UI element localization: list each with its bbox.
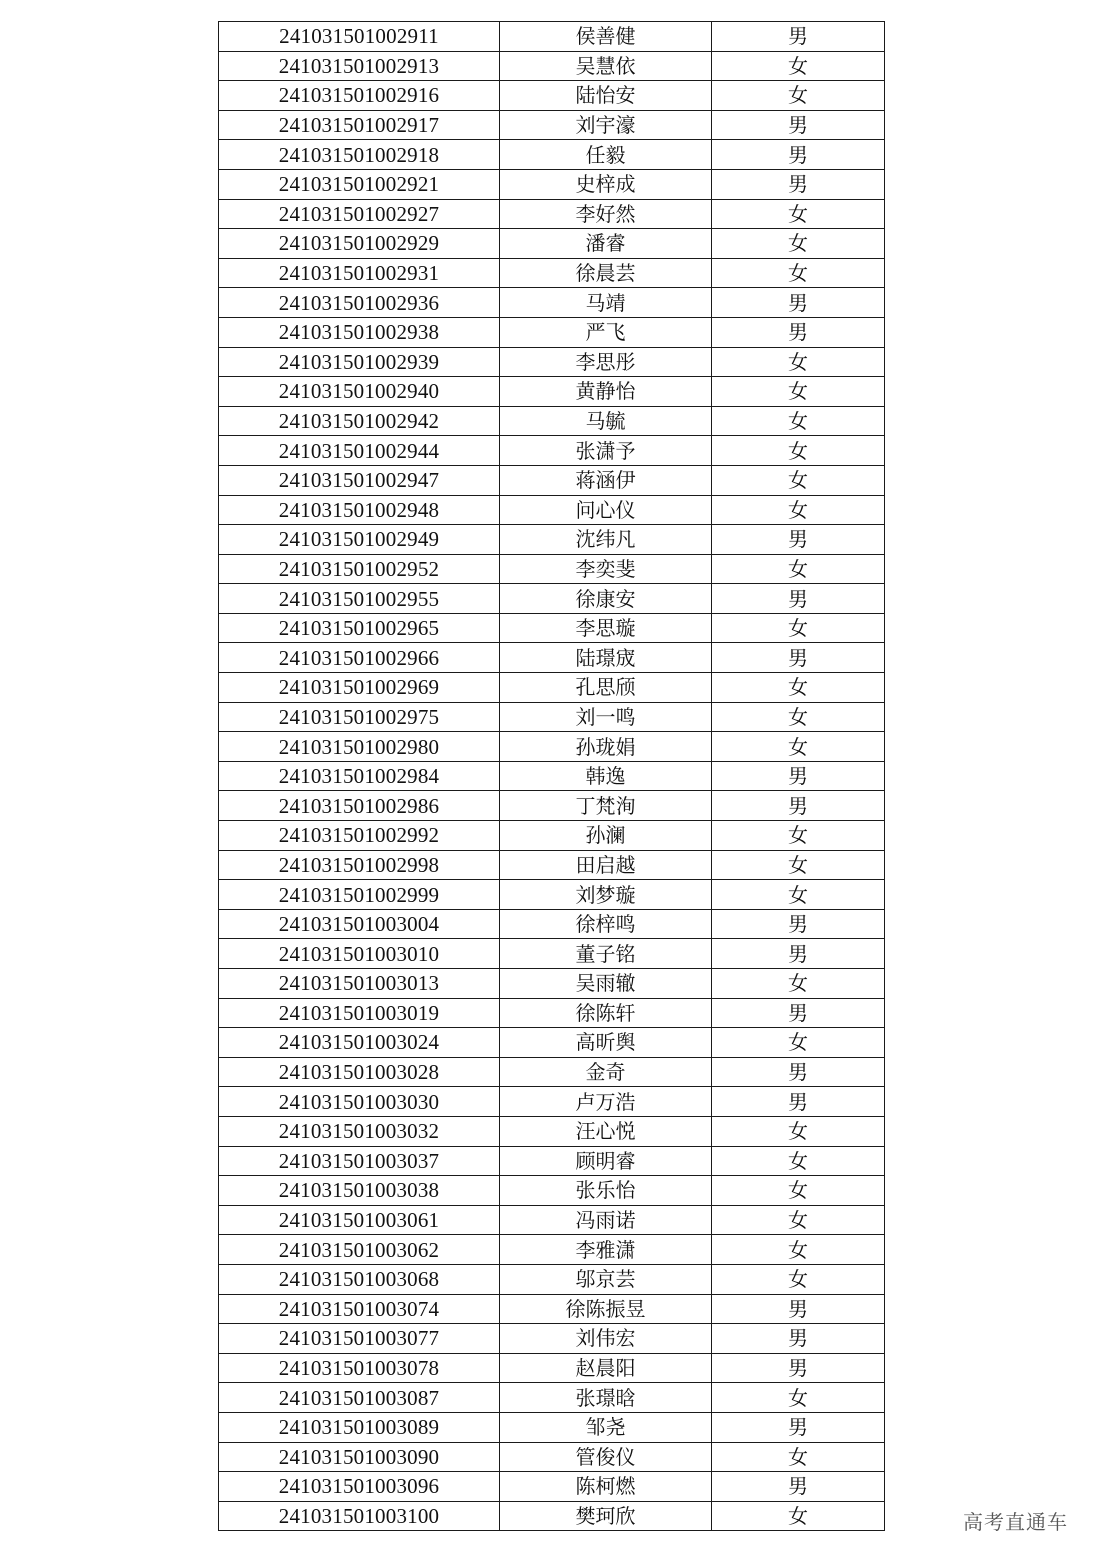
student-gender-cell: 女 [712, 199, 885, 229]
student-name-cell: 问心仪 [500, 495, 712, 525]
student-name-cell: 徐康安 [500, 584, 712, 614]
table-row [219, 702, 885, 732]
student-name-cell: 陆怡安 [500, 81, 712, 111]
table-row [219, 673, 885, 703]
student-name-cell: 蒋涵伊 [500, 465, 712, 495]
student-id-cell: 241031501003100 [219, 1501, 500, 1531]
student-name-cell: 陈柯燃 [500, 1472, 712, 1502]
student-name-cell: 潘睿 [500, 229, 712, 259]
table-row [219, 110, 885, 140]
student-id-cell: 241031501003030 [219, 1087, 500, 1117]
table-row [219, 140, 885, 170]
student-name-cell: 沈纬凡 [500, 525, 712, 555]
student-gender-cell: 男 [712, 110, 885, 140]
student-name-cell: 李奕斐 [500, 554, 712, 584]
table-row [219, 939, 885, 969]
table-row [219, 554, 885, 584]
student-id-cell: 241031501002986 [219, 791, 500, 821]
student-name-cell: 赵晨阳 [500, 1353, 712, 1383]
student-id-cell: 241031501003010 [219, 939, 500, 969]
student-name-cell: 李好然 [500, 199, 712, 229]
table-row [219, 1116, 885, 1146]
student-name-cell: 韩逸 [500, 761, 712, 791]
student-id-cell: 241031501002936 [219, 288, 500, 318]
student-id-cell: 241031501002916 [219, 81, 500, 111]
table-row [219, 791, 885, 821]
student-name-cell: 马靖 [500, 288, 712, 318]
table-row [219, 1501, 885, 1531]
student-name-cell: 顾明睿 [500, 1146, 712, 1176]
student-name-cell: 樊珂欣 [500, 1501, 712, 1531]
student-gender-cell: 男 [712, 1087, 885, 1117]
student-id-cell: 241031501002984 [219, 761, 500, 791]
table-row [219, 1264, 885, 1294]
student-gender-cell: 女 [712, 613, 885, 643]
student-name-cell: 邬京芸 [500, 1264, 712, 1294]
student-id-cell: 241031501002944 [219, 436, 500, 466]
student-name-cell: 史梓成 [500, 169, 712, 199]
student-gender-cell: 男 [712, 169, 885, 199]
table-row [219, 22, 885, 52]
student-id-cell: 241031501002947 [219, 465, 500, 495]
student-gender-cell: 男 [712, 1057, 885, 1087]
student-id-cell: 241031501002911 [219, 22, 500, 52]
student-name-cell: 张潇予 [500, 436, 712, 466]
student-id-cell: 241031501002975 [219, 702, 500, 732]
student-gender-cell: 女 [712, 406, 885, 436]
student-id-cell: 241031501002940 [219, 377, 500, 407]
student-gender-cell: 男 [712, 1324, 885, 1354]
student-name-cell: 邹尧 [500, 1412, 712, 1442]
student-name-cell: 刘伟宏 [500, 1324, 712, 1354]
student-id-cell: 241031501003078 [219, 1353, 500, 1383]
student-gender-cell: 女 [712, 850, 885, 880]
table-row [219, 1324, 885, 1354]
table-row [219, 1353, 885, 1383]
student-gender-cell: 女 [712, 732, 885, 762]
student-id-cell: 241031501002931 [219, 258, 500, 288]
student-id-cell: 241031501002949 [219, 525, 500, 555]
student-gender-cell: 女 [712, 258, 885, 288]
student-id-cell: 241031501002966 [219, 643, 500, 673]
student-gender-cell: 女 [712, 1235, 885, 1265]
table-row [219, 643, 885, 673]
student-gender-cell: 男 [712, 998, 885, 1028]
student-name-cell: 吴雨辙 [500, 969, 712, 999]
student-gender-cell: 男 [712, 140, 885, 170]
student-name-cell: 李思璇 [500, 613, 712, 643]
student-gender-cell: 男 [712, 288, 885, 318]
student-name-cell: 李思彤 [500, 347, 712, 377]
student-id-cell: 241031501002921 [219, 169, 500, 199]
student-id-cell: 241031501003032 [219, 1116, 500, 1146]
student-name-cell: 黄静怡 [500, 377, 712, 407]
student-name-cell: 高昕舆 [500, 1028, 712, 1058]
student-gender-cell: 女 [712, 969, 885, 999]
table-row [219, 81, 885, 111]
student-name-cell: 管俊仪 [500, 1442, 712, 1472]
student-name-cell: 徐晨芸 [500, 258, 712, 288]
table-row [219, 880, 885, 910]
student-id-cell: 241031501003038 [219, 1176, 500, 1206]
student-gender-cell: 女 [712, 1028, 885, 1058]
student-gender-cell: 女 [712, 1146, 885, 1176]
table-row [219, 998, 885, 1028]
student-name-cell: 任毅 [500, 140, 712, 170]
student-id-cell: 241031501003077 [219, 1324, 500, 1354]
student-name-cell: 孙澜 [500, 821, 712, 851]
student-id-cell: 241031501003028 [219, 1057, 500, 1087]
student-gender-cell: 女 [712, 347, 885, 377]
table-row [219, 1176, 885, 1206]
table-row [219, 199, 885, 229]
student-name-cell: 刘一鸣 [500, 702, 712, 732]
student-gender-cell: 男 [712, 1353, 885, 1383]
student-id-cell: 241031501002955 [219, 584, 500, 614]
table-row [219, 436, 885, 466]
table-row [219, 1442, 885, 1472]
student-name-cell: 徐陈轩 [500, 998, 712, 1028]
student-id-cell: 241031501003087 [219, 1383, 500, 1413]
student-id-cell: 241031501002999 [219, 880, 500, 910]
student-id-cell: 241031501002992 [219, 821, 500, 851]
student-gender-cell: 女 [712, 51, 885, 81]
student-name-cell: 冯雨诺 [500, 1205, 712, 1235]
table-row [219, 51, 885, 81]
student-name-cell: 徐梓鸣 [500, 909, 712, 939]
student-gender-cell: 男 [712, 525, 885, 555]
table-row [219, 465, 885, 495]
student-gender-cell: 女 [712, 1205, 885, 1235]
student-gender-cell: 男 [712, 22, 885, 52]
student-gender-cell: 女 [712, 495, 885, 525]
student-id-cell: 241031501002969 [219, 673, 500, 703]
student-name-cell: 丁梵洵 [500, 791, 712, 821]
student-gender-cell: 男 [712, 1294, 885, 1324]
table-row [219, 1235, 885, 1265]
student-gender-cell: 女 [712, 1501, 885, 1531]
student-id-cell: 241031501003037 [219, 1146, 500, 1176]
student-gender-cell: 女 [712, 229, 885, 259]
table-row [219, 1028, 885, 1058]
student-id-cell: 241031501002965 [219, 613, 500, 643]
student-gender-cell: 男 [712, 1472, 885, 1502]
student-name-cell: 孔思颀 [500, 673, 712, 703]
student-gender-cell: 女 [712, 1383, 885, 1413]
student-roster-table [218, 21, 885, 1531]
student-gender-cell: 女 [712, 1442, 885, 1472]
table-row [219, 732, 885, 762]
table-row [219, 229, 885, 259]
student-id-cell: 241031501002980 [219, 732, 500, 762]
table-row [219, 258, 885, 288]
student-id-cell: 241031501002917 [219, 110, 500, 140]
table-row [219, 169, 885, 199]
table-row [219, 1383, 885, 1413]
student-name-cell: 田启越 [500, 850, 712, 880]
table-row [219, 406, 885, 436]
student-gender-cell: 女 [712, 1176, 885, 1206]
table-row [219, 850, 885, 880]
student-gender-cell: 女 [712, 1264, 885, 1294]
student-name-cell: 徐陈振昱 [500, 1294, 712, 1324]
table-row [219, 821, 885, 851]
student-name-cell: 马毓 [500, 406, 712, 436]
student-gender-cell: 男 [712, 1412, 885, 1442]
student-gender-cell: 女 [712, 702, 885, 732]
table-row [219, 584, 885, 614]
student-name-cell: 张乐怡 [500, 1176, 712, 1206]
table-row [219, 1146, 885, 1176]
table-row [219, 317, 885, 347]
student-gender-cell: 女 [712, 821, 885, 851]
student-id-cell: 241031501003013 [219, 969, 500, 999]
student-gender-cell: 女 [712, 880, 885, 910]
table-row [219, 495, 885, 525]
student-gender-cell: 女 [712, 554, 885, 584]
table-row [219, 525, 885, 555]
table-row [219, 1412, 885, 1442]
student-name-cell: 董子铭 [500, 939, 712, 969]
table-row [219, 1087, 885, 1117]
student-name-cell: 卢万浩 [500, 1087, 712, 1117]
student-gender-cell: 女 [712, 673, 885, 703]
table-row [219, 377, 885, 407]
student-gender-cell: 女 [712, 1116, 885, 1146]
student-gender-cell: 女 [712, 377, 885, 407]
student-gender-cell: 男 [712, 791, 885, 821]
table-row [219, 288, 885, 318]
table-row [219, 909, 885, 939]
student-name-cell: 孙珑娟 [500, 732, 712, 762]
student-name-cell: 陆璟宬 [500, 643, 712, 673]
student-gender-cell: 男 [712, 909, 885, 939]
roster-body [219, 22, 885, 1531]
student-id-cell: 241031501002998 [219, 850, 500, 880]
student-id-cell: 241031501002929 [219, 229, 500, 259]
table-row [219, 969, 885, 999]
watermark: 高考直通车 [963, 1510, 1068, 1534]
student-id-cell: 241031501002927 [219, 199, 500, 229]
student-name-cell: 刘宇濠 [500, 110, 712, 140]
student-id-cell: 241031501003089 [219, 1412, 500, 1442]
student-name-cell: 侯善健 [500, 22, 712, 52]
student-id-cell: 241031501003004 [219, 909, 500, 939]
student-name-cell: 李雅潇 [500, 1235, 712, 1265]
student-name-cell: 汪心悦 [500, 1116, 712, 1146]
student-id-cell: 241031501003062 [219, 1235, 500, 1265]
student-gender-cell: 男 [712, 939, 885, 969]
student-gender-cell: 男 [712, 317, 885, 347]
table-row [219, 347, 885, 377]
student-id-cell: 241031501002942 [219, 406, 500, 436]
student-id-cell: 241031501002948 [219, 495, 500, 525]
student-id-cell: 241031501003074 [219, 1294, 500, 1324]
table-row [219, 1472, 885, 1502]
table-row [219, 761, 885, 791]
student-id-cell: 241031501003090 [219, 1442, 500, 1472]
table-row [219, 1294, 885, 1324]
student-id-cell: 241031501003068 [219, 1264, 500, 1294]
student-gender-cell: 男 [712, 761, 885, 791]
student-id-cell: 241031501002918 [219, 140, 500, 170]
student-name-cell: 吴慧依 [500, 51, 712, 81]
student-id-cell: 241031501002938 [219, 317, 500, 347]
table-row [219, 1205, 885, 1235]
student-name-cell: 严飞 [500, 317, 712, 347]
student-id-cell: 241031501002952 [219, 554, 500, 584]
table-row [219, 613, 885, 643]
student-id-cell: 241031501003061 [219, 1205, 500, 1235]
table-row [219, 1057, 885, 1087]
student-id-cell: 241031501003019 [219, 998, 500, 1028]
student-id-cell: 241031501003024 [219, 1028, 500, 1058]
student-id-cell: 241031501003096 [219, 1472, 500, 1502]
student-gender-cell: 男 [712, 584, 885, 614]
student-name-cell: 金奇 [500, 1057, 712, 1087]
student-gender-cell: 女 [712, 81, 885, 111]
student-gender-cell: 男 [712, 643, 885, 673]
student-gender-cell: 女 [712, 436, 885, 466]
student-name-cell: 张璟晗 [500, 1383, 712, 1413]
student-id-cell: 241031501002939 [219, 347, 500, 377]
student-name-cell: 刘梦璇 [500, 880, 712, 910]
student-id-cell: 241031501002913 [219, 51, 500, 81]
student-gender-cell: 女 [712, 465, 885, 495]
